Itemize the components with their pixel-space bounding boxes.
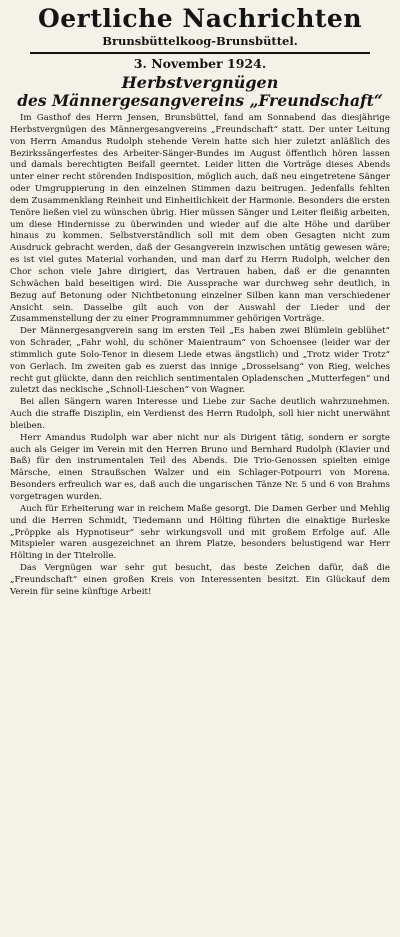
paragraph: Der Männergesangverein sang im ersten Teil „Es haben zwei Blümlein geblühet“ von Schrader, „Fahr wohl, du schöner Maientraum“ von Schoensee (leider war der stimmlich gute Solo-Tenor in diesem Liede etwas ängstlich) und „Trotz wider Trotz“ von Gerlach. Im zweiten gab es zuerst das innige „Drosselsang“ von Rieg, welches recht gut glückte, dann den reichlich sentimentalen Opladenschen „Mutterfegen“ und zuletzt das neckische „Schnoll-Lieschen“ von Wagner. [10, 326, 390, 396]
paragraph: Bei allen Sängern waren Interesse und Liebe zur Sache deutlich wahrzunehmen. Auch die straffe Disziplin, ein Verdienst des Herrn Rudolph, soll hier nicht unerwähnt bleiben. [10, 397, 390, 431]
article-headline: Herbstvergnügen [121, 73, 279, 92]
divider-rule [30, 52, 370, 54]
section-masthead: Oertliche Nachrichten [37, 4, 363, 33]
article-subheadline: des Männergesangvereins „Freundschaft“ [17, 91, 383, 110]
paragraph: Das Vergnügen war sehr gut besucht, das beste Zeichen dafür, daß die „Freundschaft“ einen großen Kreis von Interessenten besitzt. Ein Glückauf dem Verein für seine künftige Arbeit! [10, 563, 390, 597]
article-body [10, 113, 390, 599]
paragraph: Herr Amandus Rudolph war aber nicht nur als Dirigent tätig, sondern er sorgte auch als Geiger im Verein mit den Herren Bruno und Bernhard Rudolph (Klavier und Baß) für den instrumentalen Teil des Abends. Die Trio-Genossen spielten einige Märsche, einen Straußschen Walzer und ein Schlager-Potpourri von Morena. Besonders erfreulich war es, daß auch die ungarischen Tänze Nr. 5 und 6 von Brahms vorgetragen wurden. [10, 432, 390, 502]
paragraph: Auch für Erheiterung war in reichem Maße gesorgt. Die Damen Gerber und Mehlig und die Herren Schmidt, Tiedemann und Hölting führten die einaktige Burleske „Pröppke als Hypnotiseur“ sehr wirkungsvoll und mit großem Erfolge auf. Alle Mitspieler waren ausgezeichnet an ihrem Platze, besonders belustigend war Herr Hölting in der Titelrolle. [10, 503, 390, 562]
place-line: Brunsbüttelkoog-Brunsbüttel. [102, 34, 298, 48]
date-line: 3. November 1924. [133, 56, 267, 71]
paragraph: Im Gasthof des Herrn Jensen, Brunsbüttel, fand am Sonnabend das diesjährige Herbstvergnügen des Männergesangvereins „Freundschaft“ statt. Der unter Leitung von Herrn Amandus Rudolph stehende Verein hatte sich hier zuletzt anläßlich des Bezirkssängerfestes des Arbeiter-Sänger-Bundes im August öffentlich hören lassen und damals berechtigten Beifall geerntet. Leider litten die Vorträge dieses Abends unter einer recht störenden Indisposition, möglich auch, daß neu eingetretene Sänger oder Umgruppierung in den einzelnen Stimmen dazu beitrugen. Jedenfalls fehlten dem Zusammenklang Reinheit und Einheitlichkeit der Harmonie. Besonders die ersten Tenöre ließen viel zu wünschen übrig. Hier müssen Sänger und Leiter fleißig arbeiten, um diese Hindernisse zu überwinden und wieder auf die alte Höhe und darüber hinaus zu kommen. Selbstverständlich soll mit dem oben Gesagten nicht zum Ausdruck gebracht werden, daß der Gesangverein inzwischen untätig gewesen wäre; es ist viel gutes Material vorhanden, und man darf zu Herrn Rudolph, welcher den Chor schon viele Jahre dirigiert, das Vertrauen haben, daß er die genannten Schwächen bald beseitigen wird. Die Aussprache war durchweg sehr deutlich, in Bezug auf Betonung oder Nichtbetonung einzelner Silben kann man verschiedener Ansicht sein. Dasselbe gilt auch von der Auswahl der Lieder und der Zusammenstellung der zu einer Programmnummer gehörigen Vorträge. [10, 113, 390, 325]
